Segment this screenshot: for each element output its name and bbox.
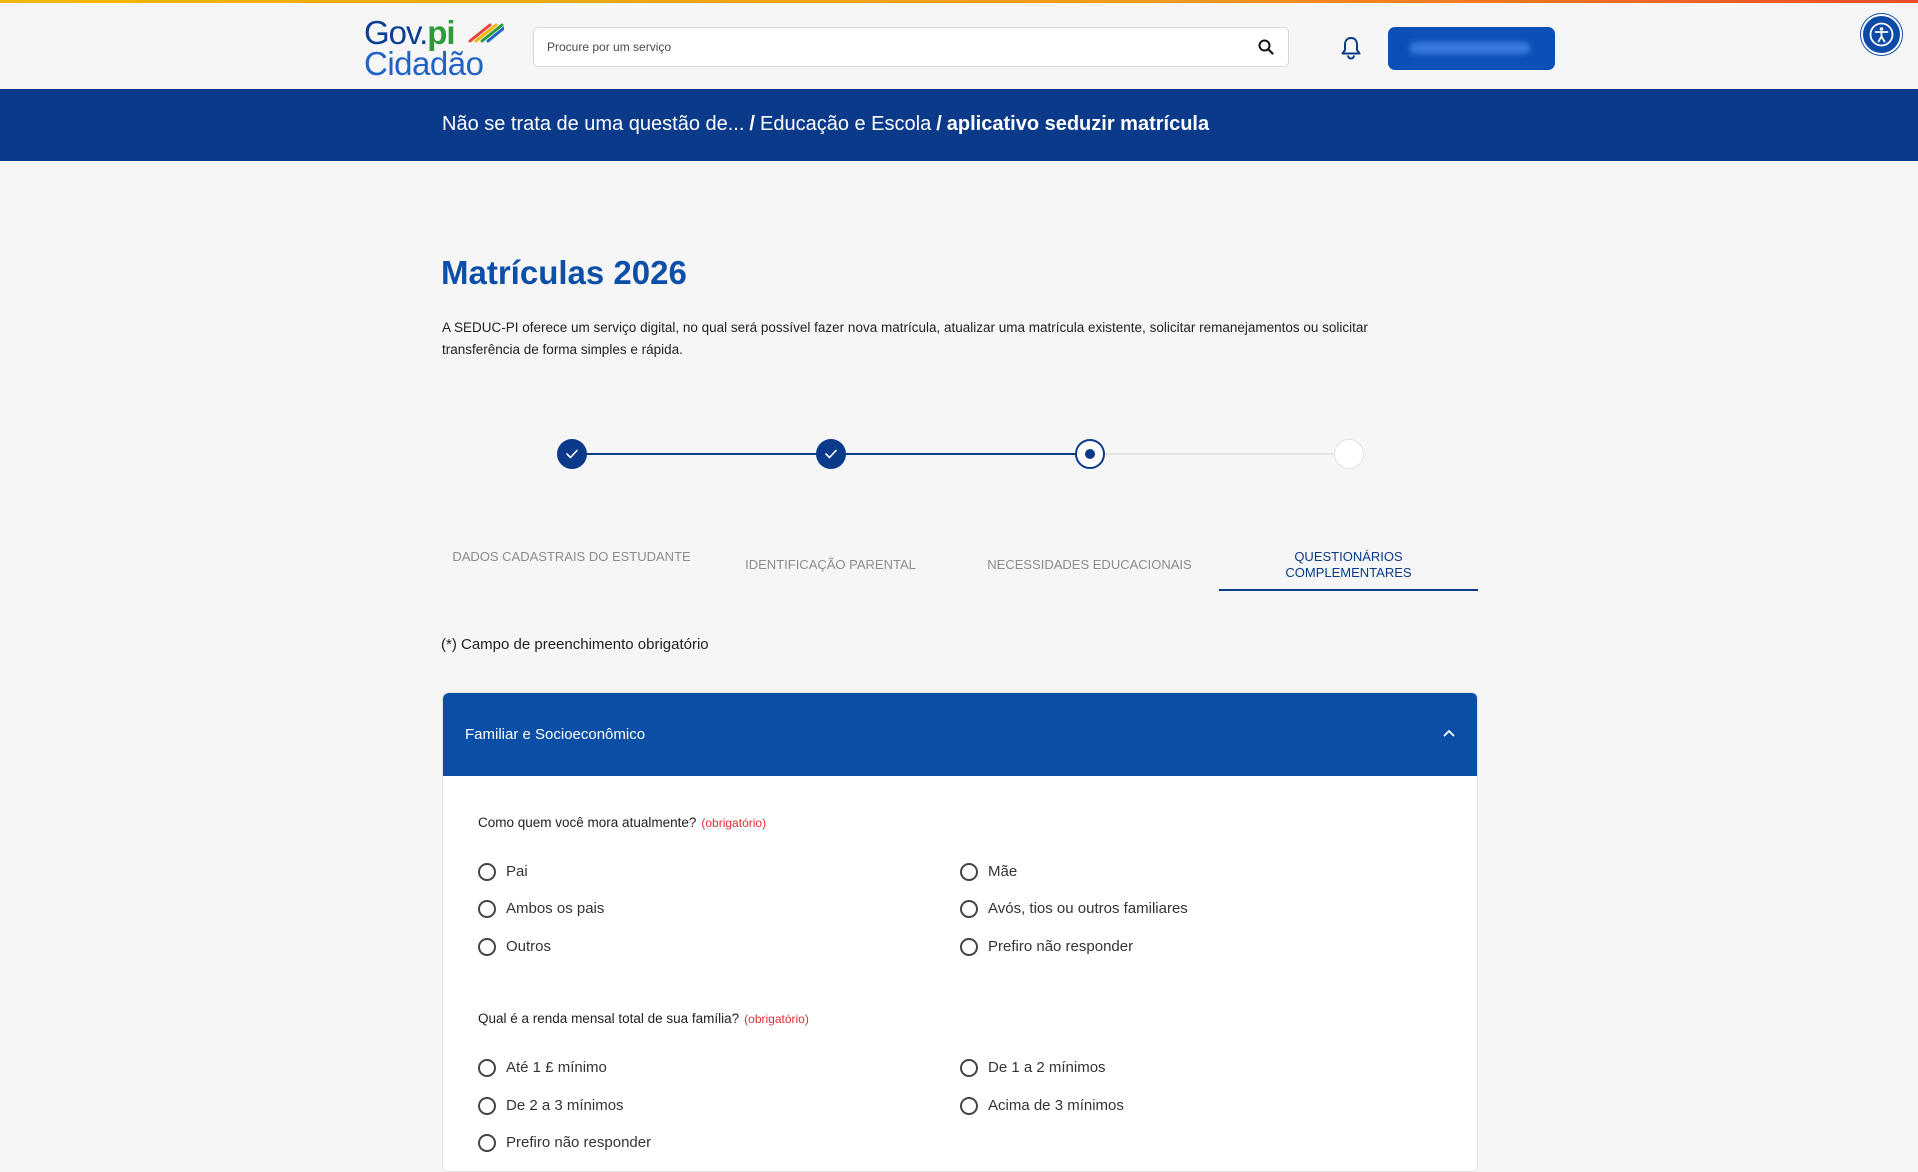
logo-text-pi: pi: [427, 14, 455, 51]
required-label: (obrigatório): [701, 816, 767, 830]
radio-button[interactable]: [960, 1059, 978, 1077]
radio-label: Prefiro não responder: [506, 1134, 652, 1151]
step-label-questionarios[interactable]: QUESTIONÁRIOS COMPLEMENTARES: [1285, 549, 1412, 580]
question-text: Como quem você mora atualmente?: [478, 815, 697, 830]
step-4-indicator[interactable]: [1334, 439, 1364, 469]
breadcrumb-bar: [0, 89, 1918, 161]
stepper-connector-2: [845, 453, 1092, 455]
radio-label: Pai: [506, 863, 528, 880]
radio-button[interactable]: [478, 863, 496, 881]
radio-button[interactable]: [960, 863, 978, 881]
page-description: A SEDUC-PI oferece um serviço digital, no qual será possível fazer nova matrícula, atualizar uma matrícula existente, solicitar remanejamentos ou solicitar transferência de forma simples e rápida.: [442, 320, 1368, 357]
page-title: Matrículas 2026: [441, 254, 687, 291]
radio-label: De 1 a 2 mínimos: [988, 1059, 1106, 1076]
radio-label: De 2 a 3 mínimos: [506, 1097, 624, 1114]
question-moradia: [478, 815, 766, 830]
step-1-indicator[interactable]: [557, 439, 587, 469]
active-tab-underline: [1219, 589, 1478, 591]
radio-button[interactable]: [478, 900, 496, 918]
stepper-connector-1: [586, 453, 833, 455]
radio-label: Avós, tios ou outros familiares: [988, 900, 1188, 917]
section-familiar-socioeconomico: [442, 692, 1478, 1172]
logo-text-gov: Gov.: [364, 14, 428, 51]
question-text: Qual é a renda mensal total de sua família?: [478, 1011, 740, 1026]
user-account-button[interactable]: [1388, 27, 1555, 70]
breadcrumb-separator: /: [749, 113, 755, 135]
radio-button[interactable]: [478, 1097, 496, 1115]
breadcrumb-item-home[interactable]: Não se trata de uma questão de...: [442, 113, 745, 135]
step-label-identificacao-parental[interactable]: IDENTIFICAÇÃO PARENTAL: [745, 557, 916, 572]
radio-label: Mãe: [988, 863, 1018, 880]
site-header: [0, 3, 1918, 89]
breadcrumb-item-current: aplicativo seduzir matrícula: [946, 113, 1210, 135]
required-label: (obrigatório): [744, 1012, 809, 1026]
logo-stripes-icon: [464, 19, 504, 43]
required-fields-note: (*) Campo de preenchimento obrigatório: [441, 636, 709, 653]
radio-label: Outros: [506, 938, 552, 955]
radio-button[interactable]: [478, 1134, 496, 1152]
accessibility-icon: [1869, 22, 1894, 47]
step-3-indicator[interactable]: [1075, 439, 1105, 469]
chevron-up-icon: [1443, 729, 1455, 737]
logo-text-cidadao: Cidadão: [364, 45, 484, 82]
check-icon: [824, 448, 838, 460]
check-icon: [565, 448, 579, 460]
accordion-title: Familiar e Socioeconômico: [465, 726, 646, 743]
accordion-header[interactable]: [443, 693, 1478, 776]
breadcrumb-separator: /: [936, 113, 942, 135]
govpi-logo[interactable]: [364, 16, 504, 80]
search-box: [533, 27, 1289, 67]
accessibility-button[interactable]: [1861, 14, 1902, 55]
step-2-indicator[interactable]: [816, 439, 846, 469]
user-name-redacted: [1410, 42, 1530, 54]
radio-button[interactable]: [478, 1059, 496, 1077]
radio-button[interactable]: [960, 900, 978, 918]
question-renda: [478, 1011, 809, 1026]
radio-label: Ambos os pais: [506, 900, 605, 917]
step-label-necessidades-educacionais[interactable]: NECESSIDADES EDUCACIONAIS: [987, 557, 1192, 572]
radio-button[interactable]: [478, 938, 496, 956]
search-icon[interactable]: [1258, 39, 1274, 55]
radio-label: Prefiro não responder: [988, 938, 1134, 955]
search-input[interactable]: [534, 28, 1234, 66]
breadcrumb-item-education[interactable]: Educação e Escola: [759, 113, 932, 135]
radio-label: Acima de 3 mínimos: [988, 1097, 1124, 1114]
radio-label: Até 1 £ mínimo: [506, 1059, 607, 1076]
breadcrumb: [442, 113, 1209, 136]
stepper-connector-3: [1104, 453, 1351, 455]
radio-button[interactable]: [960, 1097, 978, 1115]
radio-button[interactable]: [960, 938, 978, 956]
step-label-dados-cadastrais[interactable]: DADOS CADASTRAIS DO ESTUDANTE: [452, 549, 691, 564]
bell-icon[interactable]: [1340, 36, 1362, 60]
